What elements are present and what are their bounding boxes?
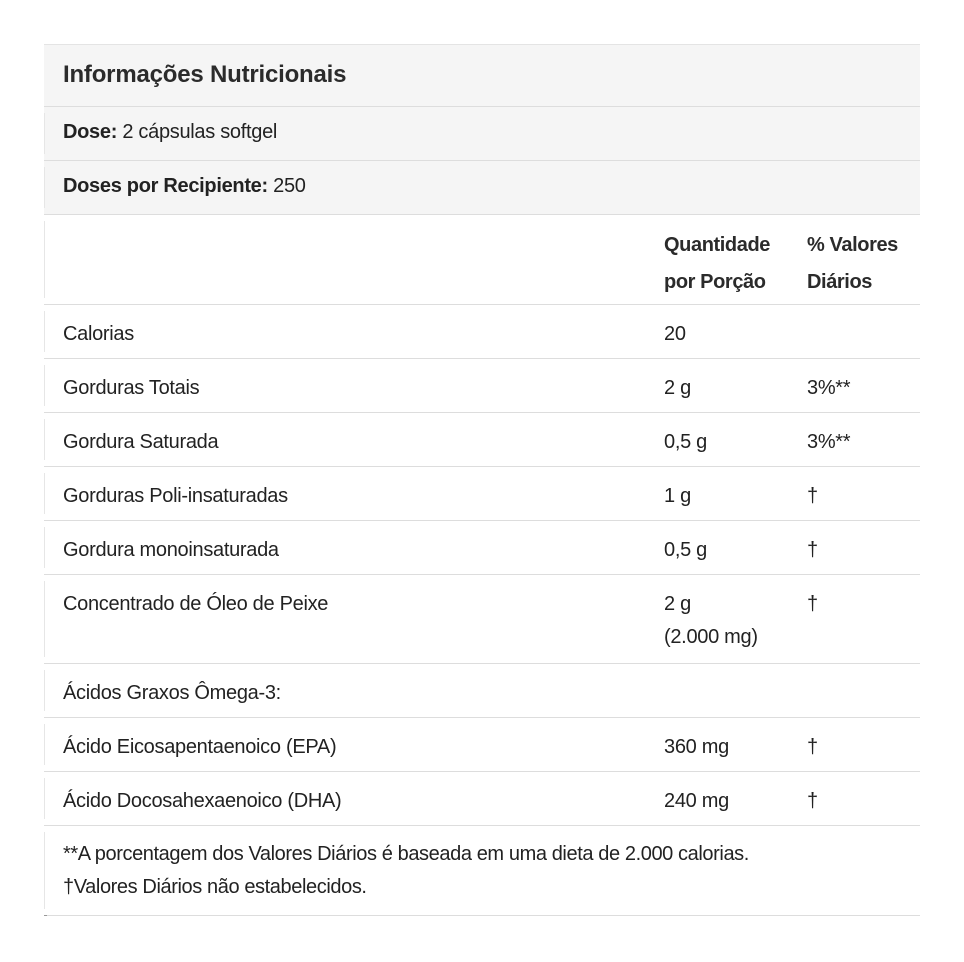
nutrient-name: Calorias — [63, 323, 134, 345]
table-row — [44, 467, 920, 521]
nutrient-amount: 1 g — [664, 485, 691, 507]
servings-label: Doses por Recipiente: — [63, 175, 268, 197]
nutrient-name: Concentrado de Óleo de Peixe — [63, 593, 329, 615]
column-header-row — [44, 215, 920, 305]
nutrient-name: Ácido Eicosapentaenoico (EPA) — [63, 736, 337, 758]
table-row — [44, 359, 920, 413]
nutrient-amount: 2 g — [664, 377, 691, 399]
footnotes-row — [44, 826, 920, 916]
nutrient-daily-value: † — [807, 736, 818, 758]
servings-value: 250 — [273, 175, 306, 197]
nutrient-amount: 0,5 g — [664, 539, 707, 561]
amount-header: Quantidade por Porção — [664, 234, 771, 293]
table-row — [44, 305, 920, 359]
daily-value-header: % Valores Diários — [807, 234, 898, 293]
nutrient-amount: 2 g (2.000 mg) — [664, 593, 758, 648]
nutrient-daily-value: † — [807, 790, 818, 812]
nutrient-amount: 0,5 g — [664, 431, 707, 453]
nutrient-daily-value: 3%** — [807, 377, 851, 399]
footnotes — [63, 838, 749, 904]
nutrient-daily-value: † — [807, 593, 818, 615]
nutrient-daily-value: 3%** — [807, 431, 851, 453]
nutrient-name: Ácido Docosahexaenoico (DHA) — [63, 790, 342, 812]
nutrient-name: Ácidos Graxos Ômega-3: — [63, 682, 281, 704]
dose-label: Dose: — [63, 121, 118, 143]
nutrient-amount: 360 mg — [664, 736, 729, 758]
table-title-row — [44, 44, 920, 107]
table-row — [44, 664, 920, 718]
nutrient-name: Gorduras Poli-insaturadas — [63, 485, 288, 507]
table-row — [44, 718, 920, 772]
edge-mark — [44, 915, 47, 916]
nutrient-amount: 240 mg — [664, 790, 729, 812]
dose-value: 2 cápsulas softgel — [122, 121, 278, 143]
servings-row — [44, 161, 920, 215]
nutrient-daily-value: † — [807, 539, 818, 561]
nutrient-name: Gordura monoinsaturada — [63, 539, 279, 561]
nutrient-name: Gorduras Totais — [63, 377, 200, 399]
nutrient-name: Gordura Saturada — [63, 431, 219, 453]
table-row — [44, 521, 920, 575]
footnote-not-established: †Valores Diários não estabelecidos. — [63, 876, 367, 898]
table-row — [44, 575, 920, 664]
nutrient-daily-value: † — [807, 485, 818, 507]
nutrition-facts-table — [44, 44, 920, 916]
table-title: Informações Nutricionais — [63, 61, 347, 88]
footnote-daily-value-basis: **A porcentagem dos Valores Diários é baseada em uma dieta de 2.000 calorias. — [63, 843, 749, 865]
table-row — [44, 413, 920, 467]
table-row — [44, 772, 920, 826]
nutrient-amount: 20 — [664, 323, 686, 345]
dose-row — [44, 107, 920, 161]
